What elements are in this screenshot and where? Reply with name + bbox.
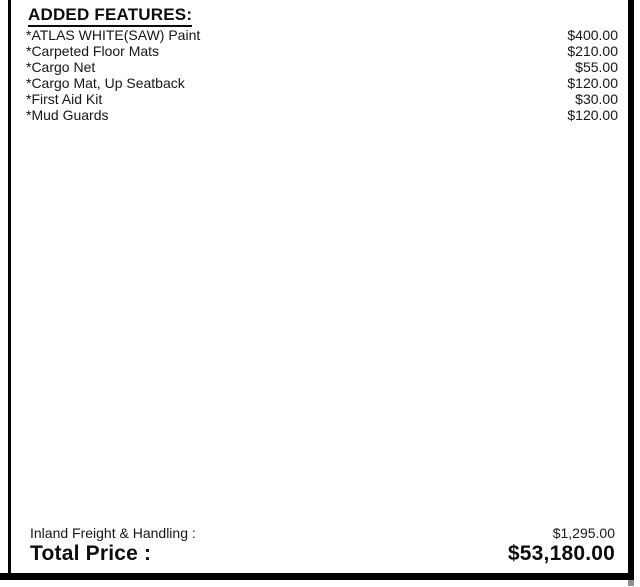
freight-label: Inland Freight & Handling : xyxy=(30,525,196,541)
feature-price: $400.00 xyxy=(567,27,618,43)
feature-row xyxy=(26,75,618,91)
totals-section xyxy=(30,525,615,566)
freight-row xyxy=(30,525,615,542)
feature-name: *Cargo Net xyxy=(26,59,96,75)
feature-row xyxy=(26,27,618,43)
feature-price: $210.00 xyxy=(567,43,618,59)
feature-row xyxy=(26,59,618,75)
feature-name: *Cargo Mat, Up Seatback xyxy=(26,75,185,91)
right-border-rule xyxy=(628,0,634,580)
freight-amount: $1,295.00 xyxy=(552,525,615,541)
total-price-amount: $53,180.00 xyxy=(507,542,615,565)
total-price-row xyxy=(30,542,615,566)
feature-price: $55.00 xyxy=(575,59,618,75)
feature-name: *ATLAS WHITE(SAW) Paint xyxy=(26,27,201,43)
added-features-list xyxy=(26,27,618,123)
right-border-tail xyxy=(628,580,634,586)
total-price-label: Total Price : xyxy=(30,542,152,565)
left-border-rule xyxy=(8,0,11,580)
feature-price: $120.00 xyxy=(567,107,618,123)
feature-row xyxy=(26,43,618,59)
feature-price: $120.00 xyxy=(567,75,618,91)
feature-price: $30.00 xyxy=(575,91,618,107)
feature-name: *Carpeted Floor Mats xyxy=(26,43,160,59)
bottom-border-rule xyxy=(0,573,634,580)
feature-name: *First Aid Kit xyxy=(26,91,103,107)
feature-row xyxy=(26,107,618,123)
added-features-heading-text: ADDED FEATURES: xyxy=(28,6,192,27)
feature-name: *Mud Guards xyxy=(26,107,109,123)
feature-row xyxy=(26,91,618,107)
added-features-heading xyxy=(28,5,192,27)
